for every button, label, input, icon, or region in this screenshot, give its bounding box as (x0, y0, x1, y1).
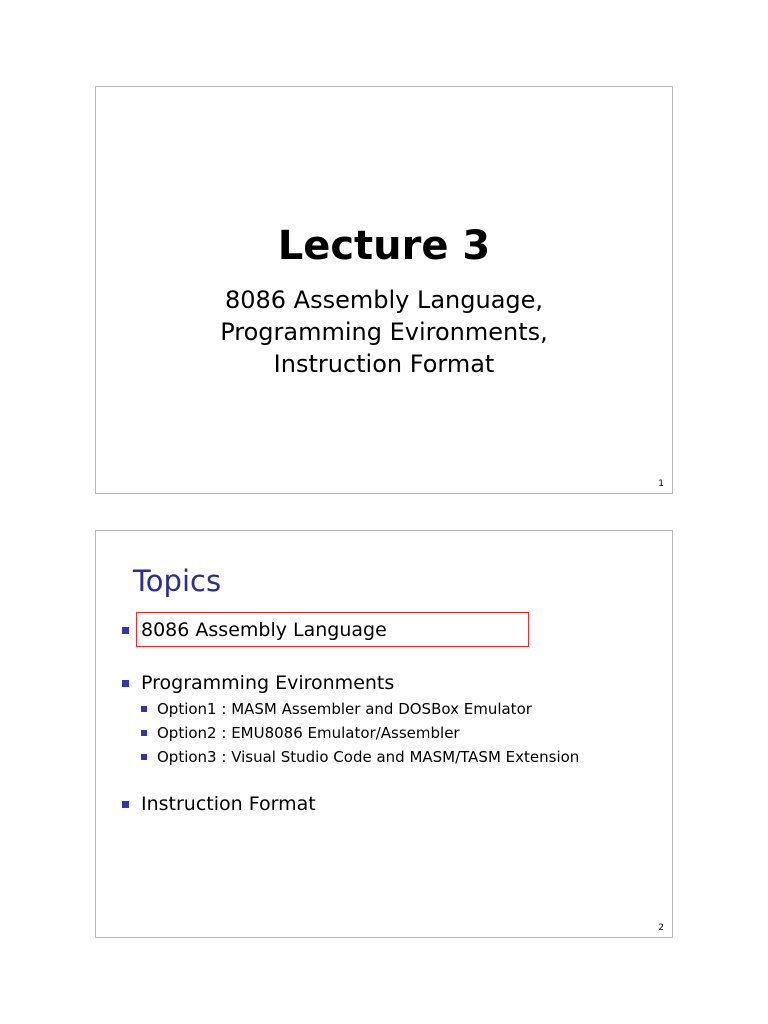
slide-2 (95, 530, 673, 938)
square-bullet-icon (122, 627, 129, 634)
bullet-text: Programming Evironments (141, 672, 395, 694)
square-bullet-icon (141, 730, 147, 736)
sub-bullet-text: Option1 : MASM Assembler and DOSBox Emulator (157, 700, 532, 718)
subtitle-line: Programming Evironments, (220, 318, 548, 346)
sub-bullet-text: Option2 : EMU8086 Emulator/Assembler (157, 724, 460, 742)
subtitle-line: Instruction Format (273, 350, 495, 378)
bullet-item (122, 619, 387, 641)
subtitle-line: 8086 Assembly Language, (224, 286, 544, 314)
bullet-text: 8086 Assembly Language (141, 619, 387, 641)
slide-1 (95, 86, 673, 494)
slide-number: 2 (658, 923, 664, 933)
square-bullet-icon (141, 754, 147, 760)
slide-heading: Topics (133, 564, 222, 598)
slide-subtitle (96, 284, 672, 380)
bullet-item (122, 793, 316, 815)
square-bullet-icon (122, 801, 129, 808)
square-bullet-icon (141, 706, 147, 712)
sub-bullet-text: Option3 : Visual Studio Code and MASM/TASM Extension (157, 748, 580, 766)
bullet-item (122, 672, 394, 694)
slide-title: Lecture 3 (277, 223, 491, 269)
slide-number: 1 (658, 479, 664, 489)
sub-bullet-item (141, 748, 579, 766)
bullet-text: Instruction Format (141, 793, 316, 815)
sub-bullet-item (141, 724, 460, 742)
square-bullet-icon (122, 680, 129, 687)
sub-bullet-item (141, 700, 532, 718)
